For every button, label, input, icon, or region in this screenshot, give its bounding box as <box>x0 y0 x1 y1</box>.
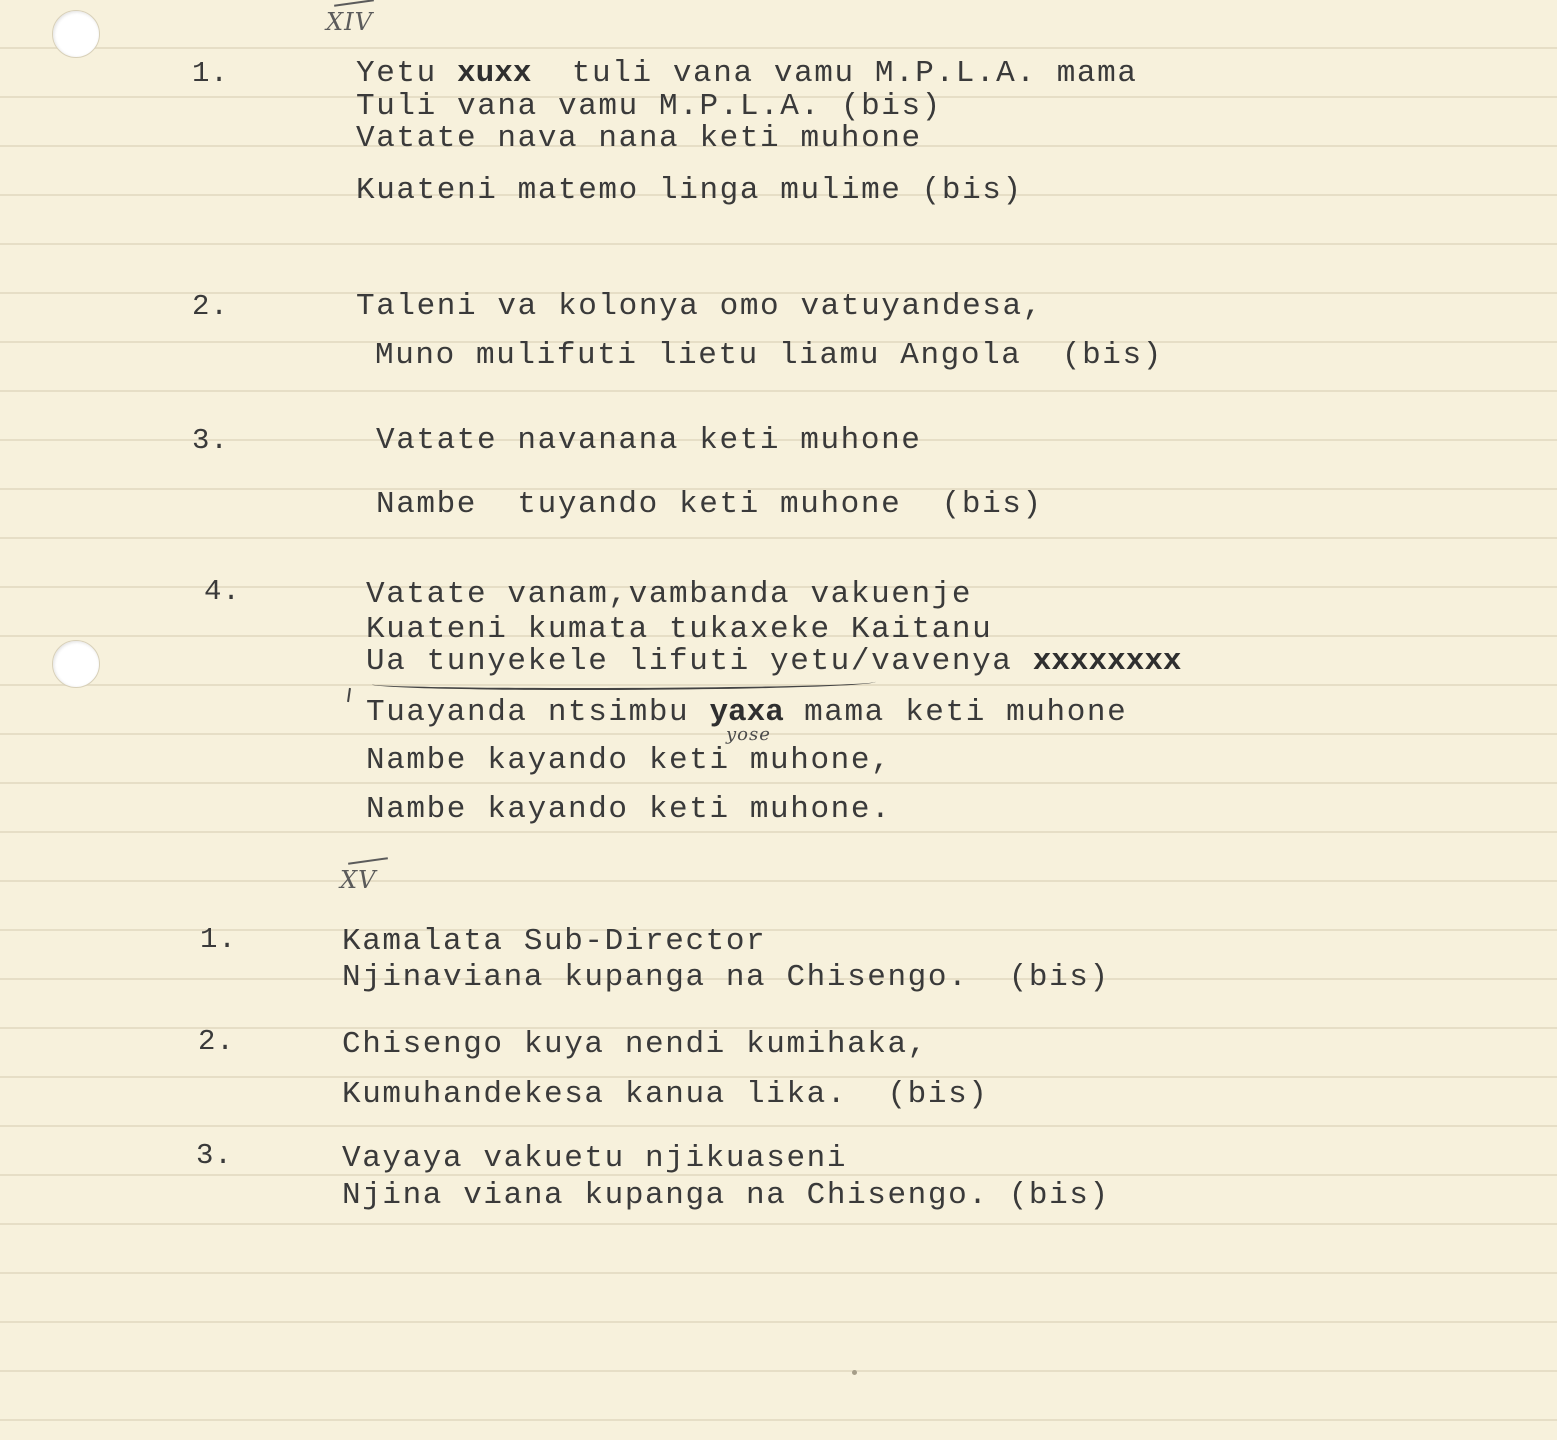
verse-text: tuli vana vamu M.P.L.A. mama <box>571 56 1138 91</box>
verse-line: Njinaviana kupanga na Chisengo. (bis) <box>342 960 1110 995</box>
verse-line <box>356 56 1138 92</box>
verse-line: Vatate navanana keti muhone <box>376 423 922 458</box>
verse-line: Tuli vana vamu M.P.L.A. (bis) <box>356 89 942 124</box>
verse-number: 2. <box>198 1025 235 1058</box>
verse-line <box>366 644 1182 680</box>
punch-hole-top <box>52 10 100 58</box>
verse-number: 1. <box>200 923 237 956</box>
verse-number: 2. <box>192 290 229 323</box>
verse-line: Vatate vanam,vambanda vakuenje <box>366 577 973 612</box>
verse-line: Kuateni kumata tukaxeke Kaitanu <box>366 612 993 647</box>
verse-line: Chisengo kuya nendi kumihaka, <box>342 1027 928 1062</box>
section-xv-heading: XV <box>340 866 377 894</box>
verse-number: 3. <box>192 424 229 457</box>
verse-line: Nambe kayando keti muhone. <box>366 792 892 827</box>
verse-number: 4. <box>204 575 241 608</box>
verse-line: Vayaya vakuetu njikuaseni <box>342 1141 848 1176</box>
handwritten-insertion: yose <box>726 724 771 745</box>
struck-out-text: xuxx <box>457 56 532 91</box>
verse-text: Yetu <box>356 56 437 91</box>
verse-line: Nambe tuyando keti muhone (bis) <box>376 487 1043 522</box>
paper-speck <box>852 1370 857 1375</box>
verse-text: mama keti muhone <box>804 695 1128 730</box>
verse-line: Nambe kayando keti muhone, <box>366 743 892 778</box>
verse-number: 3. <box>196 1139 233 1172</box>
verse-line: Kamalata Sub-Director <box>342 924 767 959</box>
verse-line: Muno mulifuti lietu liamu Angola (bis) <box>375 338 1163 373</box>
verse-line: Taleni va kolonya omo vatuyandesa, <box>356 289 1043 324</box>
verse-line: Vatate nava nana keti muhone <box>356 121 922 156</box>
struck-out-text: yaxa <box>709 695 784 730</box>
struck-out-text: xxxxxxxx <box>1032 644 1182 679</box>
verse-number: 1. <box>192 57 229 90</box>
handwritten-bracket <box>347 688 351 702</box>
verse-text: vavenya <box>871 644 1013 679</box>
handwritten-underline <box>372 676 876 690</box>
section-xiv-heading: XIV <box>326 8 373 36</box>
punch-hole-middle <box>52 640 100 688</box>
verse-text: Tuayanda ntsimbu <box>366 695 690 730</box>
insertion-mark: / <box>850 644 872 679</box>
verse-line: Kumuhandekesa kanua lika. (bis) <box>342 1077 989 1112</box>
verse-text: Ua tunyekele lifuti yetu <box>366 644 851 679</box>
verse-line: Njina viana kupanga na Chisengo. (bis) <box>342 1178 1110 1213</box>
verse-line: Kuateni matemo linga mulime (bis) <box>356 173 1023 208</box>
